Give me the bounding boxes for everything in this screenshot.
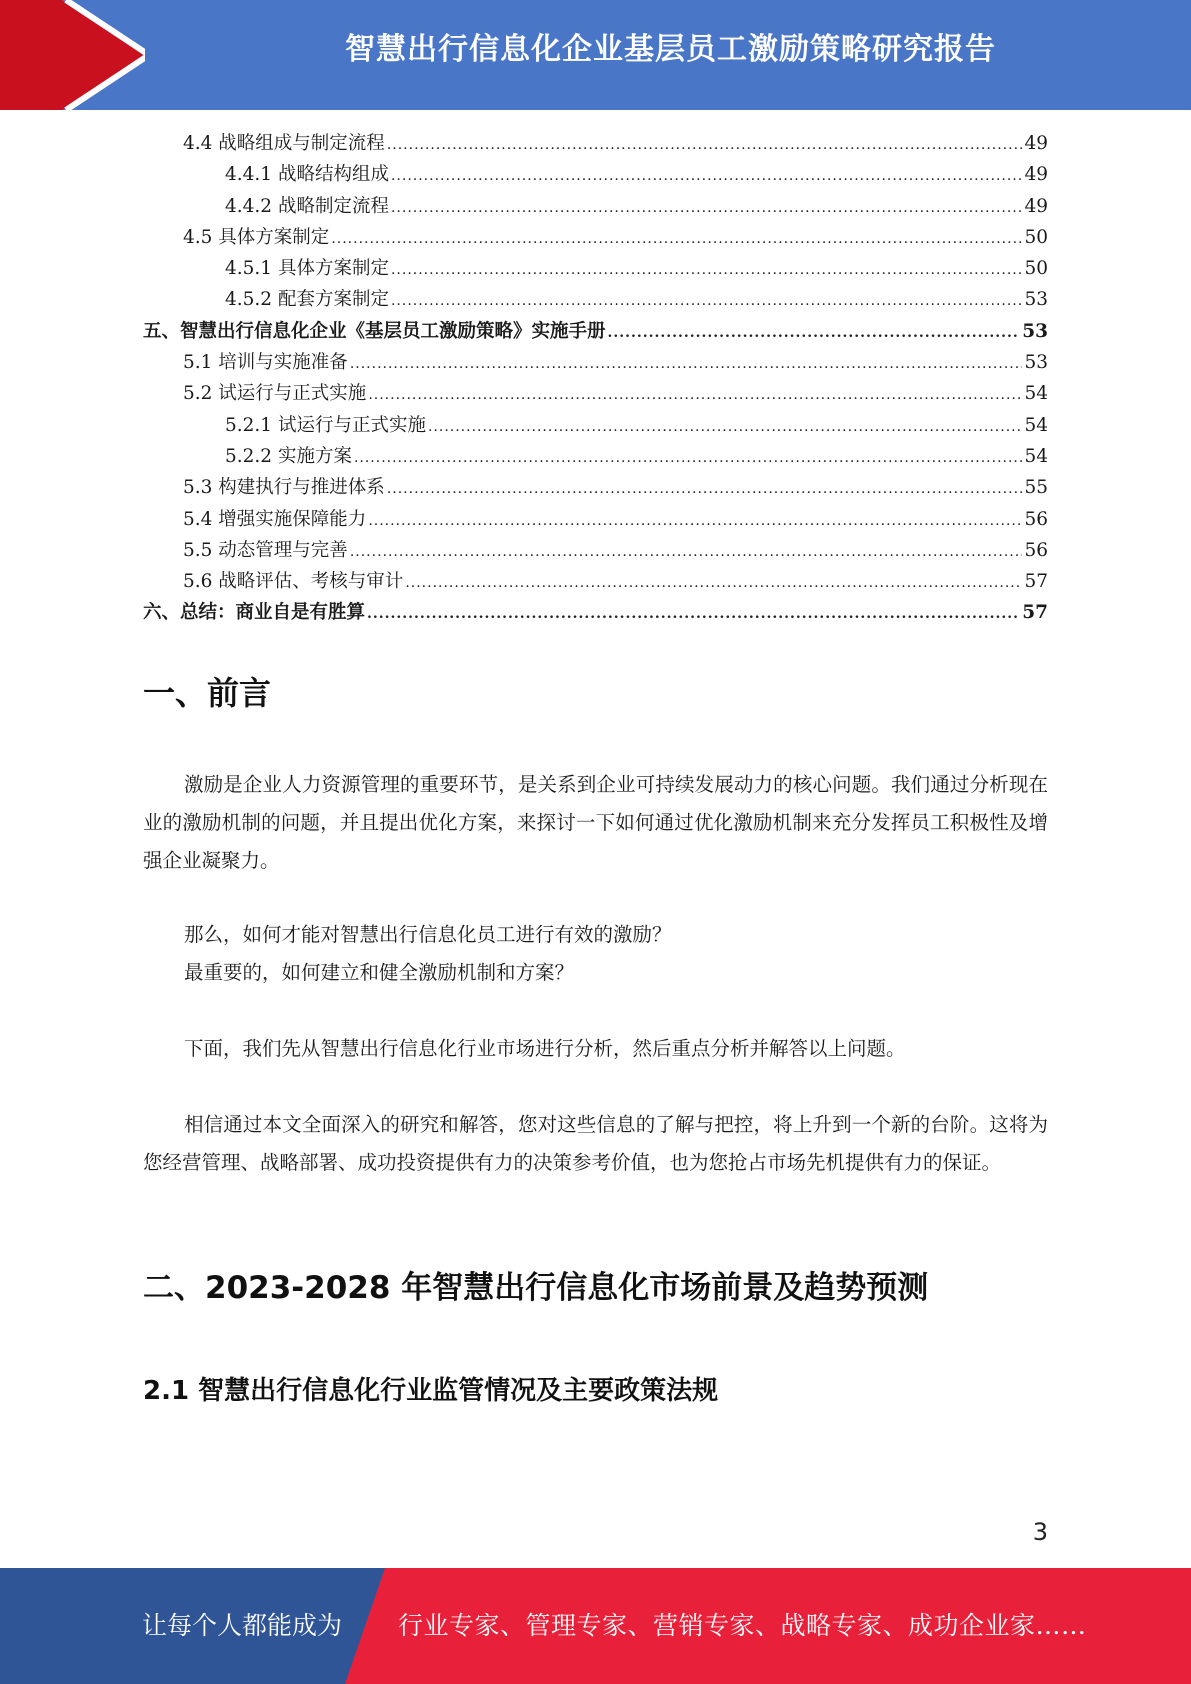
toc-dot-leader	[391, 286, 1022, 317]
toc-entry-page: 53	[1022, 320, 1048, 342]
paragraph-intro: 激励是企业人力资源管理的重要环节，是关系到企业可持续发展动力的核心问题。我们通过分析现在业的激励机制的问题，并且提出优化方案，来探讨一下如何通过优化激励机制来充分发挥员工积极性及增强企业凝聚力。	[143, 773, 1048, 872]
toc-entry-label: 六、总结：商业自是有胜算	[143, 602, 366, 624]
header-red-chevron	[0, 0, 145, 110]
toc-entry[interactable]	[143, 504, 1048, 535]
toc-entry[interactable]	[143, 472, 1048, 503]
toc-dot-leader	[391, 255, 1022, 286]
page-header	[0, 0, 1191, 110]
toc-entry-label: 5.3 构建执行与推进体系	[183, 477, 385, 499]
toc-entry[interactable]	[143, 441, 1048, 472]
toc-entry[interactable]	[143, 253, 1048, 284]
toc-entry[interactable]	[143, 410, 1048, 441]
toc-entry-page: 53	[1024, 289, 1048, 311]
toc-dot-leader	[391, 193, 1022, 224]
toc-entry-page: 54	[1024, 383, 1048, 405]
toc-entry-label: 4.5 具体方案制定	[183, 226, 330, 248]
toc-entry-label: 5.2 试运行与正式实施	[183, 383, 367, 405]
toc-entry-page: 54	[1024, 445, 1048, 467]
toc-entry-label: 5.6 战略评估、考核与审计	[183, 571, 404, 593]
toc-entry-page: 57	[1024, 571, 1048, 593]
toc-entry-label: 4.5.2 配套方案制定	[225, 289, 389, 311]
toc-dot-leader	[350, 349, 1023, 380]
toc-entry[interactable]	[143, 316, 1048, 347]
toc-dot-leader	[405, 568, 1022, 599]
toc-entry[interactable]	[143, 284, 1048, 315]
toc-entry[interactable]	[143, 378, 1048, 409]
subsection-heading-regulation: 2.1 智慧出行信息化行业监管情况及主要政策法规	[143, 1376, 719, 1406]
toc-entry-label: 五、智慧出行信息化企业《基层员工激励策略》实施手册	[143, 320, 606, 342]
page-number: 3	[1032, 1518, 1048, 1546]
toc-dot-leader	[608, 318, 1021, 349]
toc-entry-page: 57	[1022, 602, 1048, 624]
toc-dot-leader	[331, 224, 1022, 255]
toc-entry-label: 5.5 动态管理与完善	[183, 539, 348, 561]
toc-entry-page: 50	[1024, 258, 1048, 280]
toc-entry-page: 50	[1024, 226, 1048, 248]
toc-entry[interactable]	[143, 347, 1048, 378]
paragraph-conclusion: 相信通过本文全面深入的研究和解答，您对这些信息的了解与把控，将上升到一个新的台阶。这将为您经营管理、战略部署、成功投资提供有力的决策参考价值，也为您抢占市场先机提供有力的保证。	[143, 1113, 1048, 1174]
toc-entry[interactable]	[143, 222, 1048, 253]
toc-entry-label: 5.1 培训与实施准备	[183, 352, 348, 374]
toc-entry-label: 4.4 战略组成与制定流程	[183, 133, 385, 154]
toc-dot-leader	[387, 130, 1023, 161]
footer-slogan-right: 行业专家、管理专家、营销专家、战略专家、成功企业家……	[398, 1611, 1087, 1640]
toc-dot-leader	[391, 161, 1022, 192]
toc-dot-leader	[428, 412, 1022, 443]
toc-entry[interactable]	[143, 191, 1048, 222]
toc-entry[interactable]	[143, 159, 1048, 190]
toc-entry-page: 53	[1024, 352, 1048, 374]
toc-entry-page: 55	[1024, 477, 1048, 499]
toc-entry[interactable]	[143, 566, 1048, 597]
toc-entry-label: 5.2.2 实施方案	[225, 445, 352, 467]
section-heading-preface: 一、前言	[143, 674, 272, 712]
toc-entry-page: 56	[1024, 508, 1048, 530]
toc-entry-page: 56	[1024, 539, 1048, 561]
section-heading-forecast: 二、2023-2028 年智慧出行信息化市场前景及趋势预测	[143, 1270, 929, 1306]
toc-entry-label: 4.4.2 战略制定流程	[225, 195, 389, 217]
toc-entry-page: 49	[1024, 195, 1048, 217]
table-of-contents	[143, 128, 1048, 629]
toc-entry[interactable]	[143, 128, 1048, 159]
paragraph-question-2: 最重要的，如何建立和健全激励机制和方案？	[184, 961, 575, 984]
toc-entry-page: 49	[1024, 164, 1048, 186]
page-footer	[0, 1568, 1191, 1684]
toc-entry-label: 4.4.1 战略结构组成	[225, 164, 389, 186]
toc-dot-leader	[368, 380, 1022, 411]
report-title: 智慧出行信息化企业基层员工激励策略研究报告	[345, 32, 996, 67]
footer-slogan-left: 让每个人都能成为	[142, 1611, 343, 1640]
toc-entry-label: 5.4 增强实施保障能力	[183, 508, 367, 530]
toc-entry[interactable]	[143, 597, 1048, 628]
toc-entry-page: 49	[1024, 133, 1048, 154]
toc-dot-leader	[350, 537, 1023, 568]
toc-dot-leader	[368, 506, 1022, 537]
toc-entry-label: 4.5.1 具体方案制定	[225, 258, 389, 280]
paragraph-question-1: 那么，如何才能对智慧出行信息化员工进行有效的激励？	[184, 923, 672, 946]
toc-entry[interactable]	[143, 535, 1048, 566]
toc-dot-leader	[367, 599, 1020, 630]
toc-dot-leader	[354, 443, 1023, 474]
toc-entry-label: 5.2.1 试运行与正式实施	[225, 414, 426, 436]
paragraph-analysis: 下面，我们先从智慧出行信息化行业市场进行分析，然后重点分析并解答以上问题。	[184, 1037, 906, 1060]
toc-entry-page: 54	[1024, 414, 1048, 436]
toc-dot-leader	[387, 474, 1023, 505]
